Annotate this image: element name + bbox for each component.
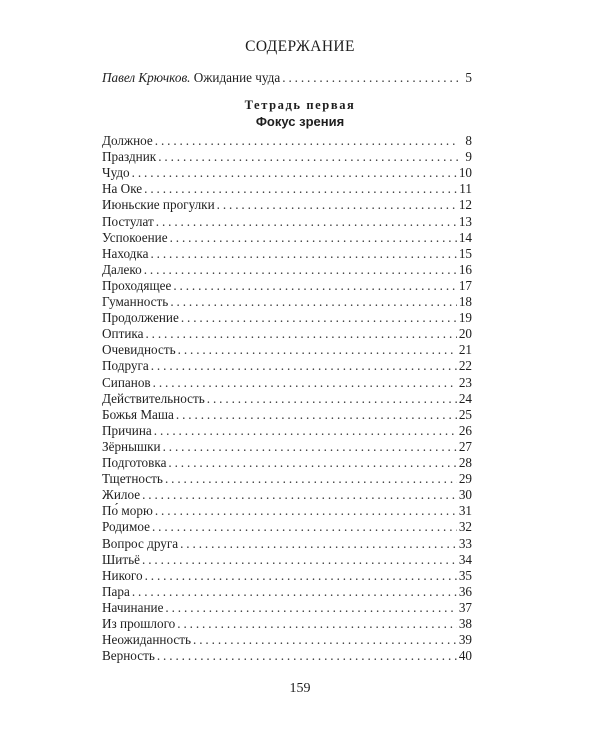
dot-leader bbox=[217, 196, 457, 213]
toc-entry-page: 17 bbox=[458, 277, 472, 293]
dot-leader bbox=[193, 631, 457, 648]
dot-leader bbox=[165, 599, 456, 616]
dot-leader bbox=[132, 583, 457, 600]
toc-entry-title: Постулат bbox=[102, 213, 154, 229]
toc-entry bbox=[102, 277, 472, 294]
toc-intro-page: 5 bbox=[465, 70, 472, 85]
toc-entry-title: Начинание bbox=[102, 599, 164, 615]
toc-entry bbox=[102, 647, 472, 664]
toc-entry-page: 26 bbox=[458, 422, 472, 438]
dot-leader bbox=[177, 615, 457, 632]
toc-entry-page: 23 bbox=[458, 374, 472, 390]
section-label: Тетрадь первая bbox=[244, 98, 356, 112]
toc-entry-page: 14 bbox=[458, 229, 472, 245]
dot-leader bbox=[144, 180, 457, 197]
dot-leader bbox=[170, 229, 457, 246]
dot-leader bbox=[156, 213, 457, 230]
toc-entry-title: Верность bbox=[102, 648, 155, 664]
toc-intro-entry bbox=[102, 69, 472, 86]
toc-entry-page: 9 bbox=[465, 149, 472, 165]
toc-entry bbox=[102, 245, 472, 262]
dot-leader bbox=[157, 647, 457, 664]
toc-entry bbox=[102, 374, 472, 391]
toc-entry bbox=[102, 390, 472, 407]
toc-entry bbox=[102, 261, 472, 278]
toc-entry bbox=[102, 164, 472, 181]
toc-entry bbox=[102, 438, 472, 455]
dot-leader bbox=[145, 325, 456, 342]
toc-entry-page: 39 bbox=[458, 632, 472, 648]
page-number: 159 bbox=[289, 681, 311, 696]
toc-entry bbox=[102, 293, 472, 310]
dot-leader bbox=[207, 390, 457, 407]
dot-leader bbox=[144, 261, 457, 278]
dot-leader bbox=[151, 357, 457, 374]
dot-leader bbox=[153, 374, 457, 391]
toc-entry-title: Родимое bbox=[102, 519, 150, 535]
toc-entry-page: 19 bbox=[458, 310, 472, 326]
dot-leader bbox=[170, 293, 456, 310]
toc-entry-page: 20 bbox=[458, 326, 472, 342]
dot-leader bbox=[155, 502, 457, 519]
toc-entry bbox=[102, 132, 472, 149]
dot-leader bbox=[158, 148, 458, 165]
toc-entry bbox=[102, 615, 472, 632]
toc-entry bbox=[102, 406, 472, 423]
toc-entry-page: 38 bbox=[458, 616, 472, 631]
toc-entry-title: Гуманность bbox=[102, 294, 169, 309]
toc-entry bbox=[102, 551, 472, 568]
toc-entry-title: Жилое bbox=[102, 487, 141, 503]
dot-leader bbox=[132, 164, 457, 181]
toc-entry bbox=[102, 148, 472, 165]
toc-entry-page: 8 bbox=[465, 133, 472, 148]
toc-entry bbox=[102, 535, 472, 552]
toc-entry-title: Причина bbox=[102, 422, 152, 438]
toc-intro-title: Ожидание чуда bbox=[193, 70, 281, 85]
toc-entry-title: Никого bbox=[102, 567, 143, 583]
toc-entry-page: 15 bbox=[458, 245, 472, 261]
toc-entry bbox=[102, 357, 472, 374]
toc-entry-page: 21 bbox=[458, 342, 472, 358]
toc-entry-page: 30 bbox=[458, 487, 472, 503]
toc-entry bbox=[102, 180, 472, 197]
toc-entry-title: Далеко bbox=[102, 261, 142, 277]
toc-entry bbox=[102, 502, 472, 519]
dot-leader bbox=[181, 309, 457, 326]
toc-entry-page: 18 bbox=[458, 294, 472, 309]
toc-entry-page: 24 bbox=[458, 390, 472, 406]
dot-leader bbox=[145, 567, 457, 584]
toc-entry-title: Подготовка bbox=[102, 455, 167, 470]
toc-entry-page: 28 bbox=[458, 455, 472, 470]
toc-entry-page: 35 bbox=[458, 567, 472, 583]
dot-leader bbox=[142, 486, 457, 503]
toc-entry bbox=[102, 325, 472, 342]
dot-leader bbox=[168, 454, 456, 471]
toc-entry-title: Действительность bbox=[102, 390, 205, 406]
toc-entry-title: Очевидность bbox=[102, 342, 176, 358]
toc-entry-title: Июньские прогулки bbox=[102, 197, 215, 213]
toc-entry bbox=[102, 229, 472, 246]
toc-entry-page: 13 bbox=[458, 213, 472, 229]
toc-entry-page: 40 bbox=[458, 648, 472, 664]
toc-entry-page: 34 bbox=[458, 551, 472, 567]
toc-entry-title: Чудо bbox=[102, 165, 130, 181]
dot-leader bbox=[173, 277, 456, 294]
toc-entry-title: На Оке bbox=[102, 181, 143, 197]
toc-entry-title: Проходящее bbox=[102, 277, 172, 293]
toc-entry bbox=[102, 486, 472, 503]
dot-leader bbox=[165, 470, 457, 487]
toc-entry-page: 33 bbox=[458, 535, 472, 551]
toc-entry bbox=[102, 309, 472, 326]
toc-entry-page: 29 bbox=[458, 471, 472, 487]
toc-entry-title: Праздник bbox=[102, 149, 157, 165]
toc-entry-title: Пара bbox=[102, 583, 130, 599]
toc-entry bbox=[102, 583, 472, 600]
toc-entry-page: 25 bbox=[458, 406, 472, 422]
toc-entry-page: 16 bbox=[458, 261, 472, 277]
toc-entry-title: Оптика bbox=[102, 326, 144, 342]
toc-entry-page: 32 bbox=[458, 519, 472, 535]
toc-entry bbox=[102, 341, 472, 358]
toc-entry-title: Сипанов bbox=[102, 374, 151, 390]
page-title: СОДЕРЖАНИЕ bbox=[245, 38, 355, 55]
toc-entry-page: 31 bbox=[458, 503, 472, 519]
toc-entry-title: Успокоение bbox=[102, 229, 168, 245]
toc-entry-page: 36 bbox=[458, 583, 472, 599]
dot-leader bbox=[163, 438, 457, 455]
dot-leader bbox=[150, 245, 456, 262]
dot-leader bbox=[180, 535, 457, 552]
toc-entry bbox=[102, 196, 472, 213]
toc-entry bbox=[102, 213, 472, 230]
dot-leader bbox=[176, 406, 457, 423]
toc-entry bbox=[102, 422, 472, 439]
toc-entry-title: Зёрнышки bbox=[102, 438, 161, 454]
toc-entry-page: 10 bbox=[458, 165, 472, 181]
toc-entry-title: Из прошлого bbox=[102, 616, 176, 631]
toc-entry-title: По́ морю bbox=[102, 503, 153, 519]
toc-entry-page: 27 bbox=[458, 438, 472, 454]
toc-entry-title: Шитьё bbox=[102, 551, 140, 567]
toc-entry-page: 37 bbox=[458, 599, 472, 615]
dot-leader bbox=[154, 422, 457, 439]
toc-entry bbox=[102, 470, 472, 487]
toc-entry bbox=[102, 599, 472, 616]
toc-entry-title: Вопрос друга bbox=[102, 535, 179, 551]
toc-entry-title: Подруга bbox=[102, 358, 149, 374]
toc-entry-title: Божья Маша bbox=[102, 406, 174, 422]
toc-entry-page: 22 bbox=[458, 358, 472, 374]
toc-entry-page: 11 bbox=[459, 181, 472, 197]
toc-entry-page: 12 bbox=[458, 197, 472, 213]
toc-entry bbox=[102, 567, 472, 584]
toc-intro-author: Павел Крючков. bbox=[102, 70, 191, 85]
toc-entry-title: Продолжение bbox=[102, 310, 179, 326]
dot-leader bbox=[155, 132, 458, 149]
dot-leader bbox=[178, 341, 457, 358]
section-subtitle: Фокус зрения bbox=[255, 114, 345, 129]
toc-entry-title: Должное bbox=[102, 133, 153, 148]
toc-entry bbox=[102, 454, 472, 471]
dot-leader bbox=[282, 69, 458, 86]
toc-entry bbox=[102, 518, 472, 535]
toc-entry-title: Находка bbox=[102, 245, 149, 261]
toc-entry bbox=[102, 631, 472, 648]
dot-leader bbox=[152, 518, 457, 535]
toc-entry-title: Неожиданность bbox=[102, 632, 192, 648]
toc-entry-title: Тщетность bbox=[102, 471, 163, 487]
dot-leader bbox=[142, 551, 457, 568]
